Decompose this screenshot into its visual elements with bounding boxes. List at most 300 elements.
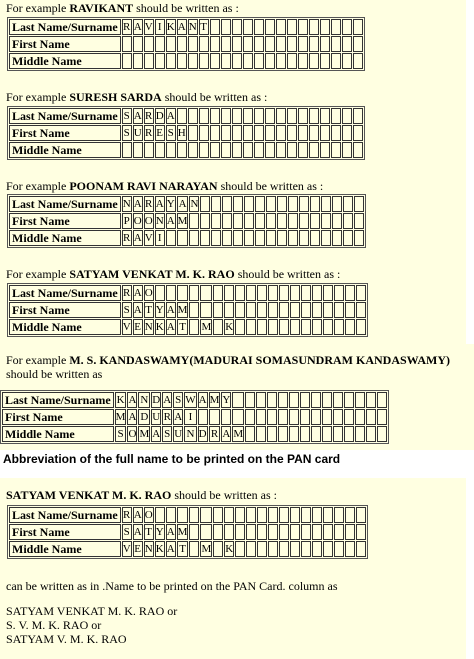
letter-box: [334, 302, 344, 318]
letter-box: [331, 108, 341, 124]
letter-box: A: [133, 21, 142, 33]
letter-box: [243, 19, 253, 35]
letter-box: [235, 285, 245, 301]
letter-box: [213, 541, 223, 557]
letter-box: [232, 392, 244, 408]
letter-box: [279, 302, 289, 318]
letter-box: [355, 426, 365, 442]
field-label: First Name: [9, 302, 121, 318]
letter-box: A: [166, 215, 175, 227]
letter-box: [353, 36, 363, 52]
letter-box: I: [155, 19, 165, 35]
letter-box: [235, 507, 245, 523]
field-label: Last Name/Surname: [9, 196, 121, 212]
letter-box: A: [133, 232, 142, 244]
letter-box: [213, 285, 223, 301]
letter-box: [288, 213, 298, 229]
letter-box: [232, 409, 244, 425]
letter-box: R: [123, 509, 131, 521]
field-label: First Name: [2, 409, 114, 425]
letter-box: [244, 213, 254, 229]
letter-box: [343, 230, 353, 246]
letter-box: [334, 507, 344, 523]
caption-prefix: For example: [6, 90, 70, 104]
letter-box: [246, 285, 256, 301]
letter-box: O: [144, 509, 153, 521]
letter-box: [356, 319, 366, 335]
letter-box: [322, 426, 332, 442]
letter-box: [199, 142, 209, 158]
letter-box: [266, 196, 276, 212]
letter-box: A: [128, 394, 137, 406]
letter-box: [221, 409, 231, 425]
letter-box: [290, 541, 300, 557]
letter-box: P: [123, 215, 130, 227]
row-last-name: [9, 285, 366, 301]
letter-box: [301, 285, 311, 301]
letter-box: [287, 142, 297, 158]
field-label: Middle Name: [9, 53, 121, 69]
letter-box: A: [178, 198, 187, 210]
letter-box: [267, 392, 277, 408]
letter-box: [278, 392, 288, 408]
letter-box: U: [174, 428, 183, 440]
letter-box: [210, 142, 220, 158]
letter-box: [354, 230, 364, 246]
caption-suffix: should be written as :: [234, 267, 341, 281]
letter-box: [333, 409, 343, 425]
letter-box: [257, 302, 267, 318]
letter-box: [320, 142, 330, 158]
letter-box: [189, 230, 199, 246]
letter-box: [257, 319, 267, 335]
letter-box: [268, 507, 278, 523]
letter-box: R: [145, 110, 153, 122]
letter-box: K: [225, 321, 234, 333]
letter-box: [300, 426, 310, 442]
letter-box: [188, 53, 198, 69]
letter-box: [310, 213, 320, 229]
letter-box: [177, 142, 187, 158]
letter-box: M: [115, 411, 126, 423]
letter-box: [235, 319, 245, 335]
letter-box: [377, 426, 387, 442]
example-name: SURESH SARDA: [69, 90, 162, 104]
letter-box: [254, 125, 264, 141]
letter-box: [354, 196, 364, 212]
letter-box: [210, 19, 220, 35]
abbreviation-option-2: S. V. M. K. RAO or: [6, 618, 102, 632]
letter-box: [298, 142, 308, 158]
letter-box: [155, 285, 165, 301]
letter-box: [221, 36, 231, 52]
letter-box: [265, 108, 275, 124]
letter-box: [243, 53, 253, 69]
letter-box: [155, 36, 165, 52]
letter-box: [353, 108, 363, 124]
letter-box: [222, 196, 232, 212]
letter-box: K: [155, 543, 164, 555]
letter-box: [333, 426, 343, 442]
letter-box: T: [200, 21, 208, 33]
letter-box: [301, 541, 311, 557]
letter-box: [333, 392, 343, 408]
letter-box: [265, 19, 275, 35]
letter-box: [254, 19, 264, 35]
letter-box: [276, 19, 286, 35]
letter-box: [289, 426, 299, 442]
letter-box: [200, 507, 212, 523]
letter-box: [144, 142, 154, 158]
letter-box: [345, 319, 355, 335]
letter-box: [246, 302, 256, 318]
letter-box: [235, 302, 245, 318]
letter-box: [189, 541, 199, 557]
letter-box: A: [152, 428, 161, 440]
letter-box: [377, 392, 387, 408]
letter-box: [312, 319, 322, 335]
letter-box: [276, 125, 286, 141]
letter-box: R: [123, 21, 131, 33]
letter-box: [323, 319, 333, 335]
letter-box: [301, 507, 311, 523]
letter-box: K: [155, 321, 164, 333]
letter-box: [211, 230, 221, 246]
letter-box: V: [144, 232, 153, 244]
letter-box: [356, 507, 366, 523]
letter-box: V: [122, 321, 131, 333]
letter-box: [279, 319, 289, 335]
letter-box: [224, 507, 234, 523]
letter-box: [355, 392, 365, 408]
letter-box: [366, 392, 376, 408]
letter-box: [221, 19, 231, 35]
caption-prefix: For example: [6, 1, 70, 15]
letter-box: [213, 302, 223, 318]
row-last-name: [9, 196, 364, 212]
abbreviation-caption: [6, 489, 277, 502]
letter-box: E: [134, 543, 142, 555]
letter-box: M: [177, 215, 188, 227]
row-middle-name: [9, 319, 366, 335]
letter-box: M: [177, 304, 188, 316]
letter-box: R: [123, 232, 131, 244]
letter-box: A: [166, 526, 175, 538]
field-label: First Name: [9, 213, 121, 229]
letter-box: [300, 392, 310, 408]
letter-box: [276, 36, 286, 52]
letter-box: A: [166, 543, 175, 555]
letter-box: [222, 213, 232, 229]
letter-box: [199, 36, 209, 52]
letter-box: I: [184, 409, 196, 425]
letter-box: T: [177, 541, 189, 557]
letter-box: [301, 319, 311, 335]
letter-box: [356, 524, 366, 540]
letter-box: [287, 108, 297, 124]
letter-box: [332, 196, 342, 212]
letter-box: T: [177, 319, 189, 335]
letter-box: [189, 507, 199, 523]
letter-box: [321, 230, 331, 246]
letter-box: [299, 196, 309, 212]
name-grid-3: [7, 194, 366, 248]
letter-box: [277, 213, 287, 229]
letter-box: [144, 53, 154, 69]
letter-box: S: [115, 426, 127, 442]
letter-box: [345, 302, 355, 318]
name-grid-4: [7, 283, 368, 337]
row-first-name: [9, 36, 363, 52]
letter-box: [298, 19, 308, 35]
letter-box: [232, 142, 242, 158]
letter-box: [268, 541, 278, 557]
letter-box: [254, 142, 264, 158]
letter-box: E: [134, 321, 142, 333]
field-label: Middle Name: [9, 230, 121, 246]
letter-box: [312, 302, 322, 318]
letter-box: [323, 507, 333, 523]
letter-box: A: [174, 411, 183, 423]
example-name: POONAM RAVI NARAYAN: [69, 179, 218, 193]
letter-box: [377, 409, 387, 425]
letter-box: [309, 19, 319, 35]
letter-box: [213, 319, 223, 335]
letter-box: [122, 142, 132, 158]
field-label: Middle Name: [9, 319, 121, 335]
letter-box: A: [133, 287, 142, 299]
field-label: First Name: [9, 524, 121, 540]
letter-box: [235, 541, 245, 557]
letter-box: [243, 108, 253, 124]
letter-box: A: [163, 394, 172, 406]
letter-box: A: [166, 304, 175, 316]
letter-box: [166, 53, 176, 69]
letter-box: N: [188, 21, 197, 33]
letter-box: [298, 125, 308, 141]
letter-box: O: [128, 428, 137, 440]
letter-box: [199, 125, 209, 141]
letter-box: S: [123, 526, 130, 538]
letter-box: [243, 142, 253, 158]
letter-box: R: [209, 426, 221, 442]
letter-box: M: [201, 321, 212, 333]
letter-box: [320, 36, 330, 52]
field-label: Last Name/Surname: [9, 108, 121, 124]
letter-box: W: [185, 394, 196, 406]
letter-box: [198, 409, 208, 425]
letter-box: O: [133, 215, 142, 227]
letter-box: [331, 125, 341, 141]
letter-box: V: [122, 543, 131, 555]
letter-box: [189, 213, 199, 229]
example-name: RAVIKANT: [69, 1, 134, 15]
letter-box: [255, 213, 265, 229]
letter-box: [222, 230, 232, 246]
row-middle-name: [9, 142, 363, 158]
letter-box: [354, 213, 364, 229]
letter-box: [245, 392, 255, 408]
letter-box: [255, 196, 265, 212]
letter-box: [221, 142, 231, 158]
letter-box: [144, 36, 154, 52]
letter-box: [342, 125, 352, 141]
letter-box: [210, 53, 220, 69]
letter-box: [279, 524, 289, 540]
letter-box: [166, 36, 176, 52]
letter-box: K: [116, 394, 125, 406]
letter-box: [244, 196, 254, 212]
letter-box: A: [222, 428, 231, 440]
letter-box: [256, 426, 266, 442]
example-caption-3: [6, 180, 323, 193]
row-first-name: [9, 524, 366, 540]
letter-box: [189, 524, 199, 540]
field-label: Last Name/Surname: [9, 19, 121, 35]
letter-box: I: [155, 230, 165, 246]
letter-box: [189, 285, 199, 301]
letter-box: M: [177, 526, 188, 538]
letter-box: [344, 409, 354, 425]
letter-box: [288, 196, 298, 212]
letter-box: [299, 213, 309, 229]
letter-box: [323, 524, 333, 540]
row-first-name: [2, 409, 387, 425]
letter-box: [323, 285, 333, 301]
letter-box: [254, 53, 264, 69]
letter-box: [353, 53, 363, 69]
letter-box: [278, 426, 288, 442]
abbreviation-heading: Abbreviation of the full name to be printed on the PAN card: [3, 452, 341, 466]
letter-box: [177, 285, 189, 301]
example-caption-1: [6, 2, 239, 15]
letter-box: [345, 285, 355, 301]
letter-box: [133, 53, 143, 69]
letter-box: [213, 524, 223, 540]
letter-box: [301, 524, 311, 540]
row-first-name: [9, 213, 364, 229]
letter-box: [233, 213, 243, 229]
letter-box: [344, 392, 354, 408]
letter-box: [257, 285, 267, 301]
example-name: M. S. KANDASWAMY(MADURAI SOMASUNDRAM KANDASWAMY): [69, 353, 450, 367]
letter-box: Y: [222, 394, 231, 406]
letter-box: M: [201, 543, 212, 555]
letter-box: M: [233, 428, 244, 440]
letter-box: H: [177, 127, 186, 139]
letter-box: N: [144, 321, 153, 333]
example-caption-5-line2: should be written as: [6, 367, 103, 381]
letter-box: A: [177, 21, 186, 33]
letter-box: [257, 524, 267, 540]
letter-box: [210, 36, 220, 52]
letter-box: [166, 285, 176, 301]
letter-box: K: [225, 543, 234, 555]
letter-box: [366, 426, 376, 442]
letter-box: [256, 409, 266, 425]
letter-box: S: [167, 127, 174, 139]
letter-box: [279, 507, 289, 523]
letter-box: [310, 230, 320, 246]
letter-box: [342, 108, 352, 124]
letter-box: [265, 36, 275, 52]
letter-box: [265, 53, 275, 69]
letter-box: [265, 142, 275, 158]
caption-suffix: should be written as :: [133, 1, 239, 15]
letter-box: A: [133, 110, 142, 122]
letter-box: [334, 285, 344, 301]
row-last-name: [9, 507, 366, 523]
letter-box: [331, 19, 341, 35]
letter-box: R: [123, 287, 131, 299]
letter-box: [133, 36, 143, 52]
letter-box: A: [133, 509, 142, 521]
letter-box: [276, 108, 286, 124]
letter-box: [166, 230, 176, 246]
letter-box: [344, 426, 354, 442]
letter-box: [221, 53, 231, 69]
letter-box: T: [145, 526, 153, 538]
caption-prefix: For example: [6, 353, 70, 367]
row-middle-name: [9, 541, 366, 557]
letter-box: [342, 19, 352, 35]
caption-suffix: should be written as :: [171, 488, 278, 502]
letter-box: V: [144, 21, 153, 33]
letter-box: A: [166, 321, 175, 333]
letter-box: [200, 524, 212, 540]
letter-box: [246, 319, 256, 335]
letter-box: [298, 53, 308, 69]
letter-box: [200, 213, 210, 229]
letter-box: [245, 426, 255, 442]
letter-box: [320, 53, 330, 69]
field-label: Middle Name: [2, 426, 114, 442]
letter-box: [309, 125, 319, 141]
letter-box: [309, 108, 319, 124]
letter-box: [355, 409, 365, 425]
letter-box: [290, 524, 300, 540]
letter-box: [343, 213, 353, 229]
letter-box: A: [155, 198, 164, 210]
letter-box: [199, 53, 209, 69]
letter-box: R: [145, 127, 153, 139]
letter-box: [188, 142, 198, 158]
letter-box: M: [139, 428, 150, 440]
row-first-name: [9, 302, 366, 318]
letter-box: [188, 36, 198, 52]
letter-box: [288, 230, 298, 246]
letter-box: [342, 142, 352, 158]
letter-box: [200, 230, 210, 246]
letter-box: [244, 230, 254, 246]
letter-box: [177, 36, 187, 52]
letter-box: [312, 507, 322, 523]
letter-box: [332, 230, 342, 246]
letter-box: [356, 285, 366, 301]
caption-suffix: should be written as :: [161, 90, 268, 104]
letter-box: [356, 302, 366, 318]
field-label: First Name: [9, 125, 121, 141]
letter-box: [320, 125, 330, 141]
letter-box: [232, 53, 242, 69]
letter-box: [345, 541, 355, 557]
letter-box: [155, 507, 165, 523]
letter-box: [233, 196, 243, 212]
letter-box: [122, 36, 132, 52]
letter-box: U: [152, 411, 161, 423]
row-last-name: [9, 108, 363, 124]
letter-box: [298, 108, 308, 124]
